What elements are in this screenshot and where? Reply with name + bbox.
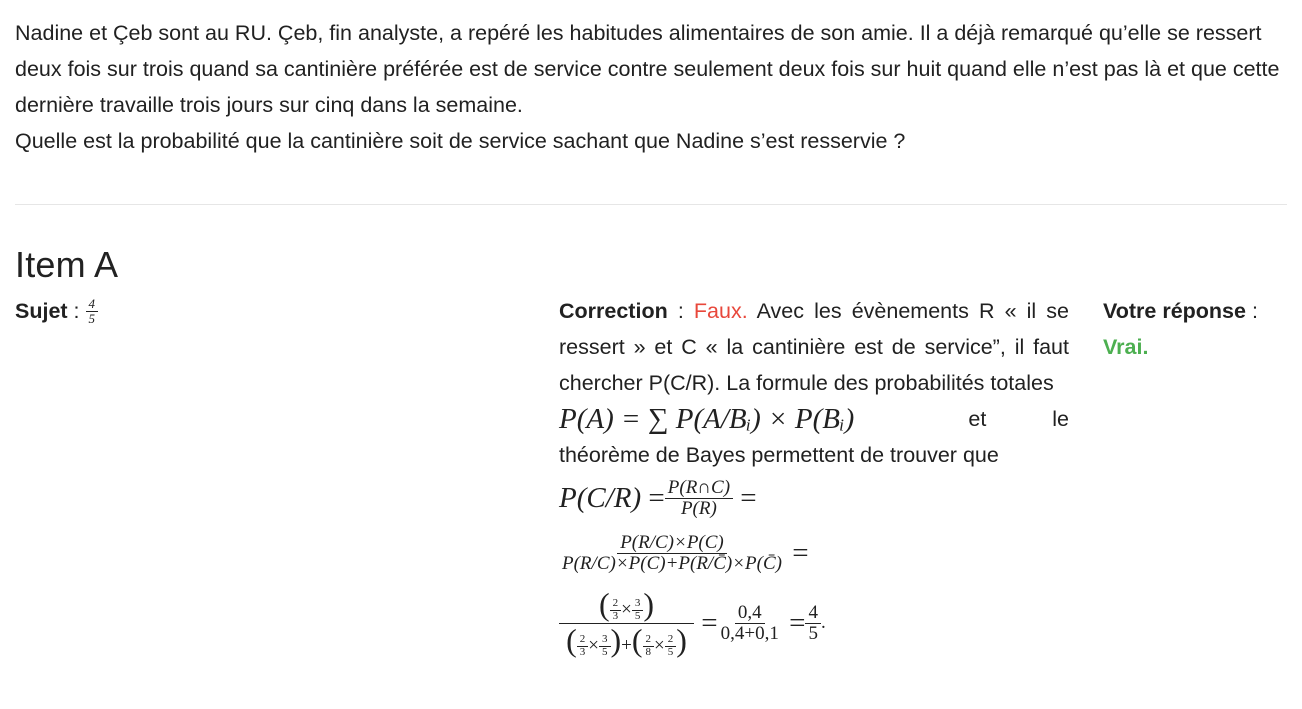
correction-block — [559, 293, 1069, 663]
answer-label: Votre réponse — [1103, 299, 1246, 323]
subject-fraction — [86, 297, 99, 325]
calc-line: ( $\frac{2}{3}$ × $\frac{3}{5}$ ) ( $\frac{2}{3}$ × $\frac{3}{5}$ )+( $\frac{2}{8}$ × $\frac{2}{5}$ ) = $\frac{0,4}{0,4+0,1}$ = $\frac{4}{5}$ . — [559, 583, 1069, 663]
bayes-lhs: P(C/R) — [559, 482, 642, 514]
correction-verdict: Faux. — [693, 299, 748, 323]
bayes-frac-2: $\frac{P(R/C)\times P(C)}{P(R/C)\times P(C)+P(R/C̄)\times P(C̄)}$ — [562, 531, 782, 574]
bayes-line-2: $\frac{P(R/C)\times P(C)}{P(R/C)\times P(C)+P(R/C̄)\times P(C̄)}$ = — [559, 523, 1069, 583]
total-prob-line — [559, 401, 1069, 437]
correction-para: Correction : Faux. Avec les évènements R « il se ressert » et C « la cantinière est de service”, il faut chercher P(C/R). La formule des probabilités totales — [559, 299, 1069, 395]
answer-block: Votre réponse : Vrai. — [1103, 299, 1258, 359]
subject-block: Sujet : $\frac{4}{5}$ — [15, 293, 98, 329]
calc-frac: ( $\frac{2}{3}$ × $\frac{3}{5}$ ) ( $\frac{2}{3}$ × $\frac{3}{5}$ )+( $\frac{2}{8}$ × $\frac{2}{5}$ ) — [559, 588, 694, 658]
correction-text-2: théorème de Bayes permettent de trouver que — [559, 443, 999, 467]
question-ask: Quelle est la probabilité que la cantinière soit de service sachant que Nadine s’est resservie ? — [15, 129, 906, 153]
decimal-frac: $\frac{0,4}{0,4+0,1}$ — [720, 601, 779, 644]
bayes-frac-1: $\frac{P(R\cap C)}{P(R)}$ — [665, 478, 733, 519]
question-text — [15, 15, 1287, 159]
total-prob-formula: P(A) = ∑ P(A/Bᵢ) × P(Bᵢ) — [559, 403, 855, 435]
result-frac: $\frac{4}{5}$ — [805, 603, 821, 644]
question-statement: Nadine et Çeb sont au RU. Çeb, fin analyste, a repéré les habitudes alimentaires de son amie. Il a déjà remarqué qu’elle se ressert deux fois sur trois quand sa cantinière préférée est de service contre seulement deux fois sur huit quand elle n’est pas là et que cette dernière travaille trois jours sur cinq dans la semaine. — [15, 21, 1280, 117]
subject-num: 4 — [86, 297, 99, 312]
subject-den: 5 — [88, 310, 95, 326]
item-title: Item A — [15, 244, 119, 285]
separator — [15, 204, 1287, 205]
et-le-text: et le — [968, 407, 1069, 431]
answer-value: Vrai. — [1103, 335, 1149, 359]
bayes-line-1: P(C/R) = $\frac{P(R\cap C)}{P(R)}$ = — [559, 476, 757, 519]
subject-label: Sujet — [15, 299, 68, 323]
correction-label: Correction — [559, 299, 668, 323]
correction-text-1: Avec les évènements R « il se ressert » et C « la cantinière est de service”, il faut chercher P(C/R). La formule des probabilités totales — [559, 299, 1069, 395]
